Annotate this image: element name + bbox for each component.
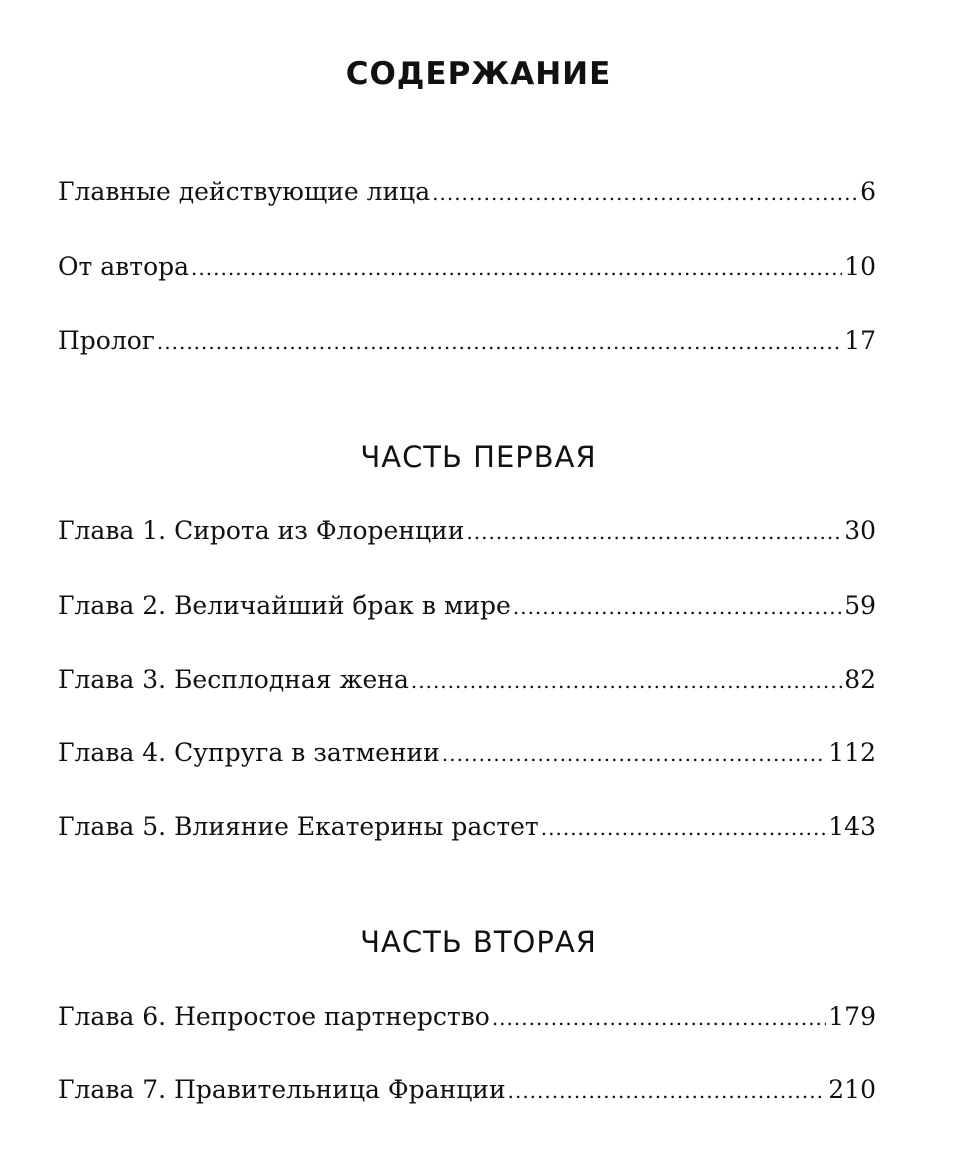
page-title: СОДЕРЖАНИЕ <box>345 56 612 92</box>
dot-leader <box>411 664 842 698</box>
toc-entry-label: Глава 4. Супруга в затмении <box>58 738 440 767</box>
dot-leader <box>492 1001 826 1035</box>
toc-entry-prologue[interactable] <box>58 324 876 359</box>
toc-entry-label: Глава 7. Правительница Франции <box>58 1075 506 1104</box>
toc-entry-label: Глава 5. Влияние Екатерины растет <box>58 812 539 841</box>
toc-entry-page: 17 <box>844 326 876 355</box>
toc-entry-chapter-2[interactable] <box>58 589 876 624</box>
toc-entry-page: 82 <box>844 665 876 694</box>
toc-entry-page: 30 <box>844 516 876 545</box>
toc-entry-chapter-6[interactable] <box>58 1000 876 1035</box>
toc-entry-chapter-3[interactable] <box>58 663 876 698</box>
toc-entry-chapter-4[interactable] <box>58 736 876 771</box>
toc-entry-page: 6 <box>860 177 876 206</box>
toc-entry-from-author[interactable] <box>58 250 876 285</box>
part-heading-two: ЧАСТЬ ВТОРАЯ <box>360 925 597 959</box>
dot-leader <box>432 176 858 210</box>
toc-entry-label: Глава 6. Непростое партнерство <box>58 1002 490 1031</box>
toc-entry-page: 10 <box>844 252 876 281</box>
toc-entry-label: Глава 1. Сирота из Флоренции <box>58 516 465 545</box>
dot-leader <box>513 590 842 624</box>
toc-entry-label: От автора <box>58 252 190 281</box>
dot-leader <box>442 737 826 771</box>
dot-leader <box>466 515 842 549</box>
part-heading-one: ЧАСТЬ ПЕРВАЯ <box>360 440 597 474</box>
toc-entry-label: Главные действующие лица <box>58 177 431 206</box>
toc-entry-page: 59 <box>844 591 876 620</box>
toc-entry-label: Глава 3. Бесплодная жена <box>58 665 409 694</box>
toc-entry-page: 210 <box>828 1075 876 1104</box>
dot-leader <box>508 1074 827 1108</box>
toc-entry-page: 112 <box>828 738 876 767</box>
toc-entry-label: Глава 2. Величайший брак в мире <box>58 591 511 620</box>
toc-entry-chapter-7[interactable] <box>58 1073 876 1108</box>
toc-entry-page: 143 <box>828 812 876 841</box>
dot-leader <box>157 325 842 359</box>
dot-leader <box>191 251 842 285</box>
toc-entry-page: 179 <box>828 1002 876 1031</box>
toc-entry-label: Пролог <box>58 326 155 355</box>
toc-entry-main-characters[interactable] <box>58 175 876 210</box>
dot-leader <box>541 811 827 845</box>
toc-entry-chapter-1[interactable] <box>58 514 876 549</box>
toc-entry-chapter-5[interactable] <box>58 810 876 845</box>
